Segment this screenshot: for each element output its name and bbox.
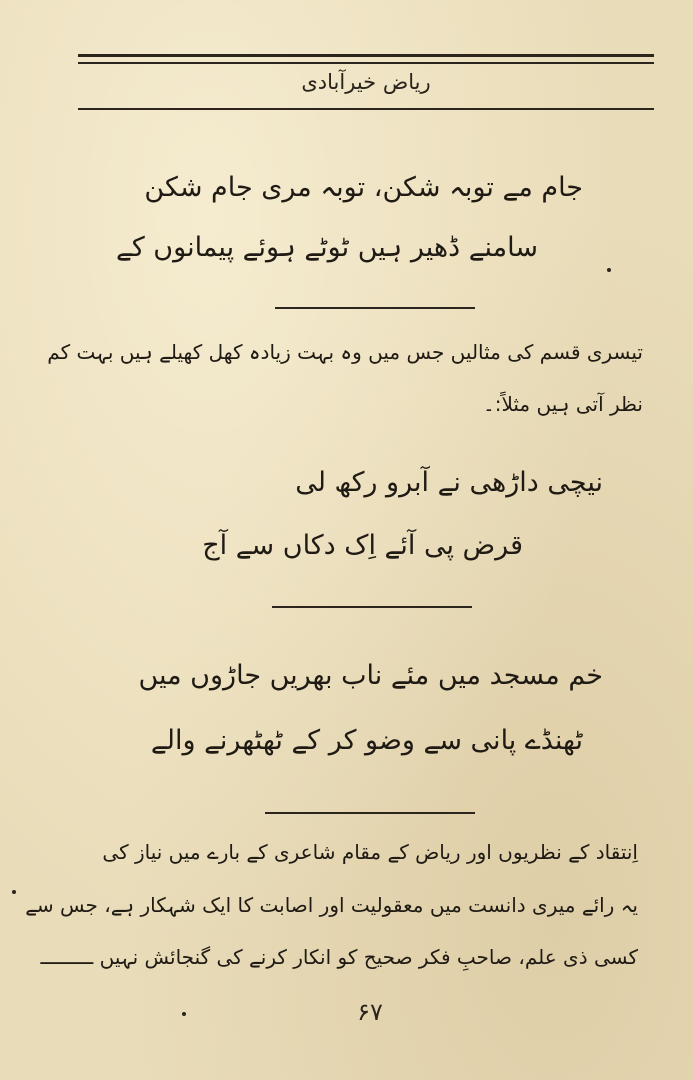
prose-2-line-2: یہ رائے میری دانست میں معقولیت اور اصابت کا ایک شہکار ہے، جس سے <box>25 893 638 917</box>
section-divider-3 <box>265 812 475 814</box>
header-rule-top-thin <box>78 62 654 64</box>
couplet-3-line-1: خم مسجد میں مئے ناب بھریں جاڑوں میں <box>138 660 603 691</box>
section-divider-1 <box>275 307 475 309</box>
running-title: ریاض خیرآبادی <box>301 70 431 94</box>
couplet-1-line-2: سامنے ڈھیر ہیں ٹوٹے ہوئے پیمانوں کے <box>116 232 538 263</box>
margin-ink-speck <box>12 890 16 894</box>
couplet-2-line-1: نیچی داڑھی نے آبرو رکھ لی <box>295 467 603 498</box>
prose-1-line-2: نظر آتی ہیں مثلاً:۔ <box>483 392 643 416</box>
couplet-1-line-1: جام مے توبہ شکن، توبہ مری جام شکن <box>144 172 583 203</box>
prose-2-line-3: کسی ذی علم، صاحبِ فکر صحیح کو انکار کرنے کی گنجائش نہیں ـــــــــ <box>40 945 638 969</box>
header-rule-bottom <box>78 108 654 110</box>
ink-speck-bottom <box>182 1012 186 1016</box>
page-number: ۶۷ <box>357 998 383 1026</box>
couplet-3-line-2: ٹھنڈے پانی سے وضو کر کے ٹھٹھرنے والے <box>150 725 583 756</box>
ink-speck <box>607 268 611 272</box>
header-rule-top <box>78 54 654 57</box>
section-divider-2 <box>272 606 472 608</box>
couplet-2-line-2: قرض پی آئے اِک دکاں سے آج <box>202 530 523 561</box>
prose-1-line-1: تیسری قسم کی مثالیں جس میں وہ بہت زیادہ کھل کھیلے ہیں بہت کم <box>47 340 643 364</box>
prose-2-line-1: اِنتقاد کے نظریوں اور ریاض کے مقام شاعری کے بارے میں نیاز کی <box>102 840 638 864</box>
